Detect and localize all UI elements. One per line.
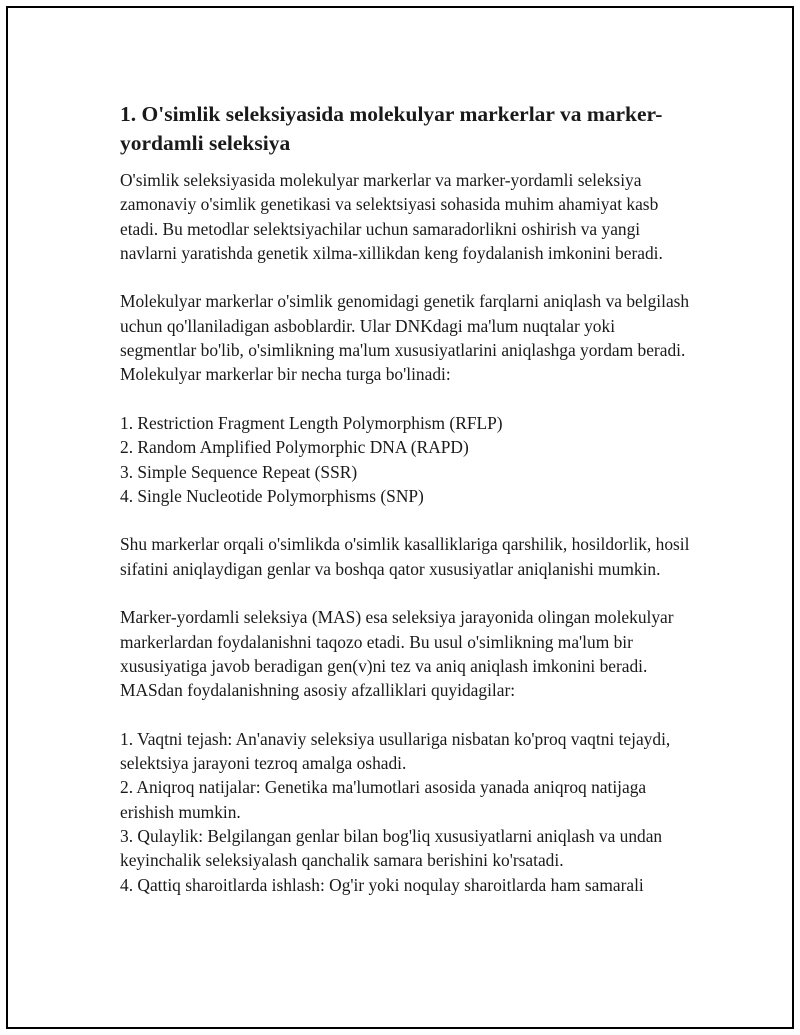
list-item: 3. Simple Sequence Repeat (SSR) <box>120 461 358 482</box>
list-item: 1. Vaqtni tejash: An'anaviy seleksiya usullariga nisbatan ko'proq vaqtni tejaydi, selektsiya jarayoni tezroq amalga oshadi. <box>120 728 671 774</box>
paragraph-gap <box>120 387 695 411</box>
paragraph-gap <box>120 703 695 727</box>
list-item: 4. Single Nucleotide Polymorphisms (SNP) <box>120 485 424 506</box>
list-item: 2. Random Amplified Polymorphic DNA (RAPD) <box>120 437 469 458</box>
paragraph-traits: Shu markerlar orqali o'simlikda o'simlik kasalliklariga qarshilik, hosildorlik, hosil sifatini aniqlaydigan genlar va boshqa qator xususiyatlar aniqlanishi mumkin. <box>120 534 690 579</box>
document-title: 1. O'simlik seleksiyasida molekulyar markerlar va marker-yordamli seleksiya <box>120 102 663 155</box>
paragraph-gap <box>120 265 695 289</box>
paragraph-mas: Marker-yordamli seleksiya (MAS) esa seleksiya jarayonida olingan molekulyar markerlardan foydalanishni taqozo etadi. Bu usul o'simlikning ma'lum bir xususiyatiga javob beradigan gen(v)ni tez va aniq aniqlash imkonini beradi. MASdan foydalanishning asosiy afzalliklari quyidagilar: <box>120 607 674 701</box>
paragraph-gap <box>120 508 695 532</box>
list-item: 3. Qulaylik: Belgilangan genlar bilan bog'liq xususiyatlarni aniqlash va undan keyinchalik seleksiyalash qanchalik samara berishini ko'rsatadi. <box>120 826 663 871</box>
list-item: 4. Qattiq sharoitlarda ishlash: Og'ir yoki noqulay sharoitlarda ham samarali <box>120 874 644 895</box>
paragraph-markers: Molekulyar markerlar o'simlik genomidagi genetik farqlarni aniqlash va belgilash uchun qo'llaniladigan asboblardir. Ular DNKdagi ma'lum nuqtalar yoki segmentlar bo'lib, o'simlikning ma'lum xususiyatlarini aniqlashga yordam beradi. Molekulyar markerlar bir necha turga bo'linadi: <box>120 291 690 385</box>
list-item: 1. Restriction Fragment Length Polymorphism (RFLP) <box>120 412 503 433</box>
page-frame <box>6 6 794 1029</box>
document-body <box>120 100 695 897</box>
advantages-list <box>120 727 695 897</box>
paragraph-gap <box>120 581 695 605</box>
list-item: 2. Aniqroq natijalar: Genetika ma'lumotlari asosida yanada aniqroq natijaga erishish mumkin. <box>120 777 647 822</box>
paragraph-intro: O'simlik seleksiyasida molekulyar markerlar va marker-yordamli seleksiya zamonaviy o'simlik genetikasi va selektsiyasi sohasida muhim ahamiyat kasb etadi. Bu metodlar selektsiyachilar uchun samaradorlikni oshirish va yangi navlarni yaratishda genetik xilma-xillikdan keng foydalanish imkonini beradi. <box>120 170 663 263</box>
marker-types-list <box>120 411 695 508</box>
